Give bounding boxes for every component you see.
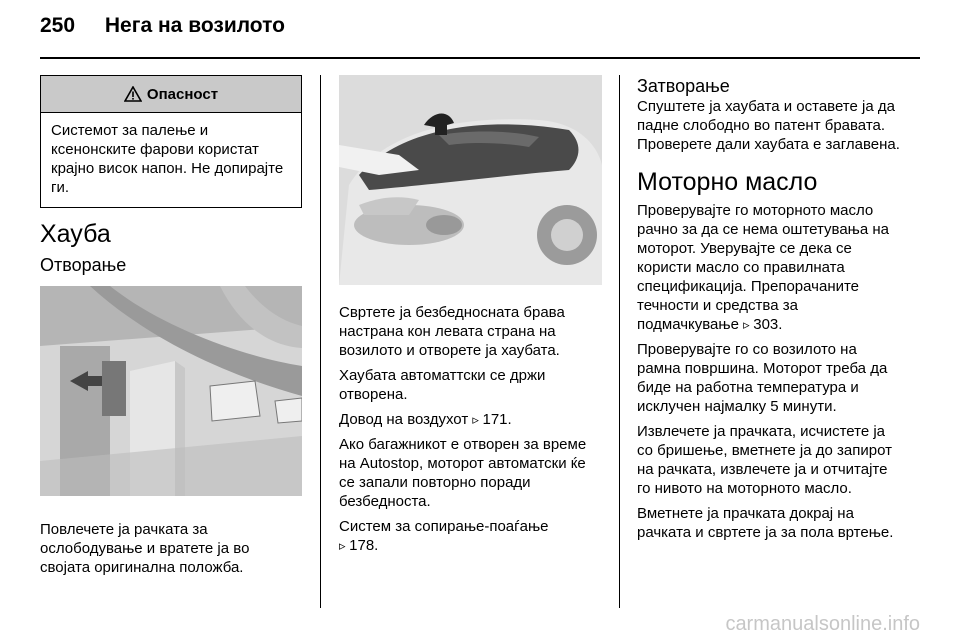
- column-divider-2: [619, 75, 620, 608]
- text-hood-held-open: Хаубата автоматтски се држи отворена.: [339, 367, 546, 403]
- car-hood-illustration: [339, 75, 602, 285]
- air-intake-page-ref: 171.: [482, 411, 512, 428]
- text-air-intake: [339, 410, 602, 429]
- page-title: Нега на возилото: [104, 14, 285, 37]
- text-oil-check-manually: [637, 201, 902, 334]
- hood-release-lever-illustration: [40, 286, 302, 496]
- subsection-title-opening: Отворање: [40, 255, 127, 275]
- warning-text: Системот за палење и ксенонските фарови користат крајно висок напон. Не допирајте ги.: [51, 122, 284, 196]
- text-stop-start-label: Систем за сопирање-поаѓање: [339, 518, 549, 535]
- stop-start-page-ref: 178.: [349, 537, 379, 554]
- text-oil-dipstick-insert: Вметнете ја прачката докрај на рачката и свртете ја за пола вртење.: [637, 505, 894, 541]
- section-title-engine-oil: Моторно масло: [637, 168, 818, 196]
- text-stop-start-system: [339, 517, 602, 555]
- text-oil-level-surface: Проверувајте го со возилото на рамна површина. Моторот треба да биде на работна температура и исклучен најмалку 5 минути.: [637, 341, 888, 415]
- header-rule: [40, 57, 920, 59]
- text-oil-check-body: Проверувајте го моторното масло рачно за да се нема оштетувања на моторот. Уверувајте се дека се користи масло со правилната спецификација. Препорачаните течности и средства за подмачкување: [637, 202, 889, 333]
- page-ref-arrow-icon: ▹: [743, 317, 754, 332]
- section-title-hood: Хауба: [40, 220, 111, 248]
- watermark: carmanualsonline.info: [725, 613, 920, 635]
- caption-pull-lever: Повлечете ја рачката за ослободување и вратете ја во својата оригинална положба.: [40, 521, 250, 576]
- page-ref-arrow-icon: ▹: [472, 412, 483, 427]
- warning-triangle-icon: [124, 86, 142, 102]
- page-number: 250: [40, 14, 76, 37]
- oil-page-ref: 303.: [753, 316, 783, 333]
- warning-header: [41, 76, 301, 113]
- column-2: [339, 75, 602, 561]
- text-oil-dipstick-pull: Извлечете ја прачката, исчистете ја со бришење, вметнете ја до запирот на рачката, извлечете ја и отчитајте го нивото на моторното масло.: [637, 423, 892, 497]
- text-turn-safety-catch: Свртете ја безбедносната брава настрана кон левата страна на возилото и отворете ја хаубата.: [339, 304, 565, 359]
- text-closing: Спуштете ја хаубата и оставете ја да падне слободно во патент бравата. Проверете дали хаубата е заглавена.: [637, 98, 900, 153]
- text-air-intake-label: Довод на воздухот: [339, 411, 473, 428]
- column-1: [40, 75, 302, 583]
- page-ref-arrow-icon: ▹: [339, 538, 350, 553]
- warning-box: [40, 75, 302, 208]
- text-autostop: Ако багажникот е отворен за време на Autostop, моторот автоматски ќе се запали повторно поради безбедноста.: [339, 436, 587, 510]
- column-3: [637, 75, 902, 548]
- warning-title: Опасност: [146, 85, 219, 103]
- subsection-title-closing: Затворање: [637, 76, 730, 96]
- column-divider-1: [320, 75, 321, 608]
- page-header: [40, 14, 285, 38]
